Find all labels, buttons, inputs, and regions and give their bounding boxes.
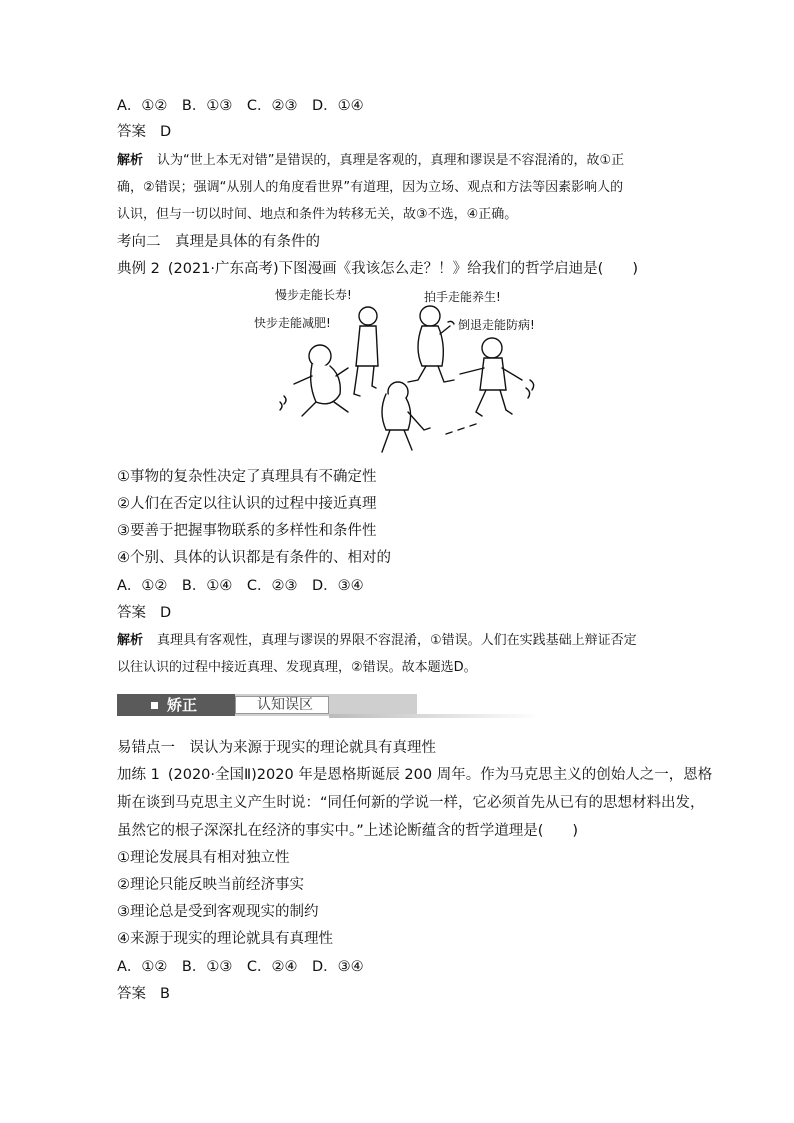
answer-value: B	[160, 986, 170, 1002]
example2-item-3: ③要善于把握事物联系的多样性和条件性	[117, 523, 377, 539]
practice1-line-3: 虽然它的根子深深扎在经济的事实中。”上述论断蕴含的哲学道理是( )	[117, 823, 579, 839]
example2-analysis-line-1: 解析 真理具有客观性，真理与谬误的界限不容混淆，①错误。人们在实践基础上辩证否定	[117, 633, 637, 648]
q1-options: A．①② B．①③ C．②③ D．①④	[117, 98, 364, 114]
example2-stem: 典例 2 (2021·广东高考)下图漫画《我该怎么走？！》给我们的哲学启迪是( )	[117, 261, 638, 277]
practice1-answer	[117, 984, 170, 1004]
q1-answer	[117, 122, 171, 142]
answer-label: 答案	[117, 124, 146, 140]
banner-subtitle: 认知误区	[257, 697, 313, 713]
cartoon-label-slow: 慢步走能长寿!	[275, 288, 352, 302]
cartoon-label-backward: 倒退走能防病!	[458, 318, 535, 332]
section-banner	[117, 694, 432, 718]
example2-answer	[117, 603, 171, 623]
answer-label: 答案	[117, 986, 146, 1002]
example2-item-1: ①事物的复杂性决定了真理具有不确定性	[117, 469, 377, 485]
answer-value: D	[160, 605, 172, 621]
practice1-line-1: 加练 1 (2020·全国Ⅱ)2020 年是恩格斯诞辰 200 周年。作为马克思主义的创始人之一，恩格	[117, 767, 713, 783]
example2-item-2: ②人们在否定以往认识的过程中接近真理	[117, 496, 377, 512]
answer-label: 答案	[117, 605, 146, 621]
practice1-item-2: ②理论只能反映当前经济事实	[117, 877, 304, 893]
practice1-line-2: 斯在谈到马克思主义产生时说：“同任何新的学说一样，它必须首先从已有的思想材料出发，	[117, 795, 705, 811]
q1-analysis-line-2: 确，②错误；强调“从别人的角度看世界”有道理，因为立场、观点和方法等因素影响人的	[117, 180, 624, 195]
cartoon-drawing	[250, 284, 550, 456]
cartoon-label-fast: 快步走能减肥!	[254, 316, 331, 330]
example2-item-4: ④个别、具体的认识都是有条件的、相对的	[117, 550, 391, 566]
pitfall-heading: 易错点一 误认为来源于现实的理论就具有真理性	[117, 740, 436, 756]
section-heading: 考向二 真理是具体的有条件的	[117, 234, 320, 250]
practice1-item-1: ①理论发展具有相对独立性	[117, 850, 290, 866]
cartoon-label-clap: 拍手走能养生!	[424, 290, 501, 304]
banner-title: 矫正	[167, 696, 198, 714]
practice1-options: A．①② B．①③ C．②④ D．③④	[117, 959, 364, 975]
analysis-label: 解析	[117, 633, 144, 648]
practice1-item-3: ③理论总是受到客观现实的制约	[117, 904, 319, 920]
banner-underline	[329, 714, 539, 718]
q1-analysis-line-1: 解析 认为“世上本无对错”是错误的，真理是客观的，真理和谬误是不容混淆的，故①正	[117, 153, 625, 168]
q1-analysis-line-3: 认识，但与一切以时间、地点和条件为转移无关，故③不选，④正确。	[117, 207, 518, 222]
example2-options: A．①② B．①④ C．②③ D．③④	[117, 578, 364, 594]
example-label: 典例 2	[117, 261, 160, 277]
cartoon-illustration	[250, 284, 550, 456]
practice-label: 加练 1	[117, 767, 160, 783]
practice1-item-4: ④来源于现实的理论就具有真理性	[117, 931, 333, 947]
answer-value: D	[160, 124, 172, 140]
square-bullet-icon	[151, 702, 158, 709]
analysis-label: 解析	[117, 153, 144, 168]
example2-analysis-line-2: 以往认识的过程中接近真理、发现真理，②错误。故本题选D。	[117, 660, 477, 675]
